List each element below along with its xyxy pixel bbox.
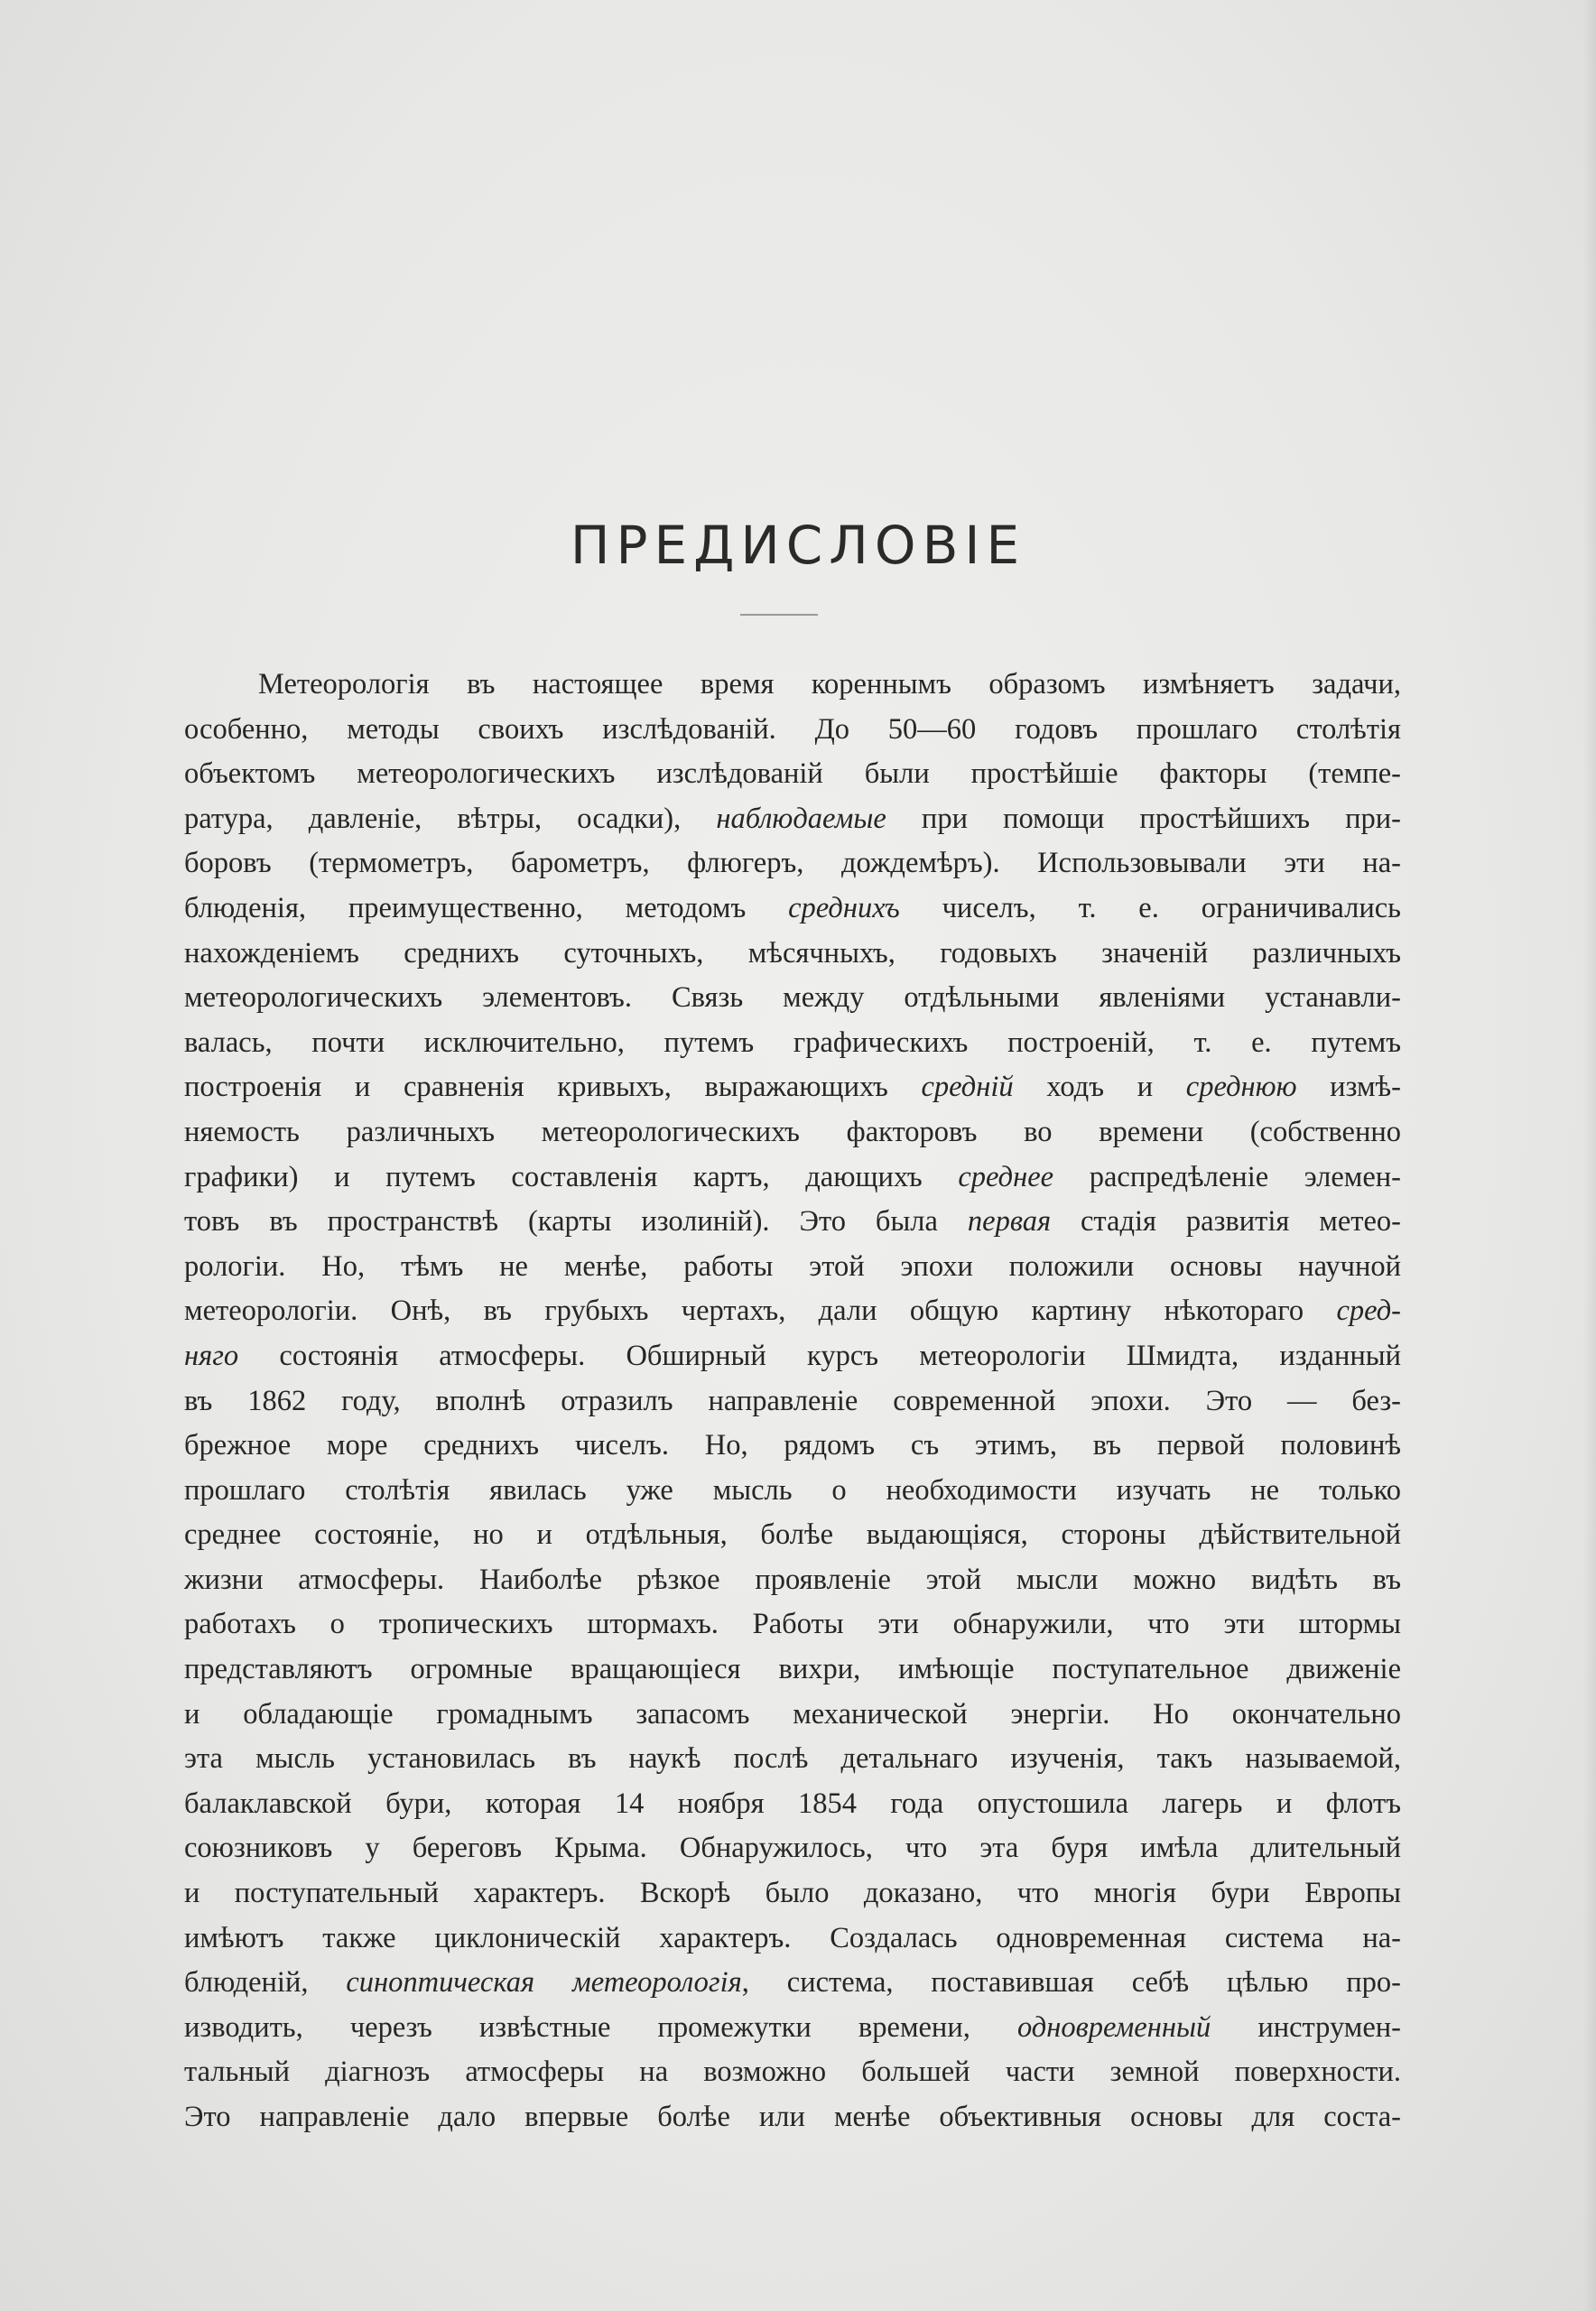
text-run: измѣ- bbox=[1296, 1071, 1401, 1104]
text-run: въ 1862 году, вполнѣ отразилъ направленіе современной эпохи. Это — без- bbox=[184, 1384, 1401, 1417]
text-line bbox=[184, 1602, 1401, 1647]
text-line bbox=[184, 1334, 1401, 1379]
emphasis-run: наблюдаемые bbox=[716, 802, 886, 835]
emphasis-run: среднихъ bbox=[788, 891, 900, 924]
text-line bbox=[184, 2050, 1401, 2095]
page-edge-shadow bbox=[1583, 0, 1596, 2311]
text-run: блюденій, bbox=[184, 1966, 347, 2000]
text-line bbox=[184, 1961, 1401, 2006]
text-run: построенія и сравненія кривыхъ, выражающихъ bbox=[184, 1071, 922, 1104]
text-line bbox=[184, 1558, 1401, 1603]
text-run: прошлаго столѣтія явилась уже мысль о необходимости изучать не только bbox=[184, 1473, 1401, 1507]
text-run: метеорологіи. Онѣ, въ грубыхъ чертахъ, дали общую картину нѣкотораго bbox=[184, 1295, 1337, 1328]
text-run: ходъ и bbox=[1013, 1071, 1186, 1104]
text-run: товъ въ пространствѣ (карты изолиній). Это была bbox=[184, 1205, 968, 1239]
text-run: ратура, давленіе, вѣтры, осадки), bbox=[184, 802, 717, 835]
text-line bbox=[184, 1200, 1401, 1245]
text-run: брежное море среднихъ чиселъ. Но, рядомъ съ этимъ, въ первой половинѣ bbox=[184, 1429, 1401, 1462]
text-run: жизни атмосферы. Наиболѣе рѣзкое проявленіе этой мысли можно видѣть въ bbox=[184, 1563, 1401, 1596]
text-line bbox=[184, 2006, 1401, 2051]
text-line bbox=[184, 1693, 1401, 1738]
text-line bbox=[184, 1513, 1401, 1558]
text-run: , система, поставившая себѣ цѣлью про- bbox=[741, 1966, 1401, 2000]
text-run: эта мысль установилась въ наукѣ послѣ детальнаго изученія, такъ называемой, bbox=[184, 1742, 1401, 1776]
text-line bbox=[184, 1424, 1401, 1469]
text-line bbox=[184, 1110, 1401, 1156]
title-divider bbox=[740, 614, 818, 616]
text-run: метеорологическихъ элементовъ. Связь между отдѣльными явленіями устанавли- bbox=[184, 981, 1401, 1015]
text-run: имѣютъ также циклоническій характеръ. Создалась одновременная система на- bbox=[184, 1921, 1401, 1954]
text-run: стадія развитія метео- bbox=[1051, 1205, 1401, 1239]
text-line bbox=[184, 1782, 1401, 1827]
text-line bbox=[184, 2095, 1401, 2140]
page-title: ПРЕДИСЛОВІЕ bbox=[570, 515, 1026, 576]
text-line bbox=[184, 1917, 1401, 1962]
emphasis-run: синоптическая метеорологія bbox=[346, 1966, 742, 2000]
text-line bbox=[184, 1647, 1401, 1693]
text-line bbox=[184, 976, 1401, 1021]
text-run: союзниковъ у береговъ Крыма. Обнаружилось, что эта буря имѣла длительный bbox=[184, 1832, 1401, 1865]
text-line bbox=[184, 1826, 1401, 1871]
text-line bbox=[184, 797, 1401, 842]
text-run: объектомъ метеорологическихъ изслѣдованій были простѣйшіе факторы (темпе- bbox=[184, 757, 1401, 791]
text-run: тальный діагнозъ атмосферы на возможно большей части земной поверхности. bbox=[184, 2056, 1401, 2089]
text-line bbox=[184, 1021, 1401, 1066]
text-line bbox=[184, 932, 1401, 977]
text-line bbox=[184, 1871, 1401, 1917]
emphasis-run: средній bbox=[921, 1071, 1014, 1104]
text-run: няемость различныхъ метеорологическихъ факторовъ во времени (собственно bbox=[184, 1115, 1401, 1148]
text-run: нахожденіемъ среднихъ суточныхъ, мѣсячныхъ, годовыхъ значеній различныхъ bbox=[184, 936, 1401, 970]
text-line bbox=[184, 708, 1401, 753]
emphasis-run: среднюю bbox=[1185, 1071, 1297, 1104]
text-line bbox=[184, 752, 1401, 797]
text-run: валась, почти исключительно, путемъ графическихъ построеній, т. е. путемъ bbox=[184, 1026, 1401, 1059]
text-run: чиселъ, т. е. ограничивались bbox=[899, 891, 1401, 924]
text-run: состоянія атмосферы. Обширный курсъ метеорологіи Шмидта, изданный bbox=[238, 1339, 1401, 1372]
emphasis-run: первая bbox=[967, 1205, 1052, 1239]
text-line bbox=[184, 1379, 1401, 1425]
text-run: работахъ о тропическихъ штормахъ. Работы эти обнаружили, что эти штормы bbox=[184, 1608, 1401, 1641]
text-line bbox=[184, 886, 1401, 932]
text-run: среднее состояніе, но и отдѣльныя, болѣе выдающіяся, стороны дѣйствительной bbox=[184, 1518, 1401, 1552]
text-line bbox=[184, 1065, 1401, 1110]
text-run: инструмен- bbox=[1211, 2010, 1401, 2044]
text-run: блюденія, преимущественно, методомъ bbox=[184, 891, 789, 924]
emphasis-run: среднее bbox=[958, 1160, 1054, 1193]
text-run: и обладающіе громаднымъ запасомъ механической энергіи. Но окончательно bbox=[184, 1697, 1401, 1731]
text-line bbox=[184, 841, 1401, 886]
text-run: рологіи. Но, тѣмъ не менѣе, работы этой эпохи положили основы научной bbox=[184, 1249, 1401, 1283]
emphasis-run: сред- bbox=[1336, 1295, 1401, 1328]
text-run: балаклавской бури, которая 14 ноября 1854 года опустошила лагерь и флотъ bbox=[184, 1787, 1401, 1820]
text-run: графики) и путемъ составленія картъ, дающихъ bbox=[184, 1160, 959, 1193]
text-line bbox=[184, 1469, 1401, 1514]
text-run: при помощи простѣйшихъ при- bbox=[886, 802, 1401, 835]
text-run: боровъ (термометръ, барометръ, флюгеръ, дождемѣръ). Использовывали эти на- bbox=[184, 847, 1401, 880]
text-run: особенно, методы своихъ изслѣдованій. До 50—60 годовъ прошлаго столѣтія bbox=[184, 712, 1401, 746]
text-run: изводить, черезъ извѣстные промежутки времени, bbox=[184, 2010, 1017, 2044]
emphasis-run: одновременный bbox=[1016, 2010, 1211, 2044]
text-line bbox=[184, 1245, 1401, 1290]
text-run: и поступательный характеръ. Вскорѣ было доказано, что многія бури Европы bbox=[184, 1877, 1401, 1910]
text-run: Метеорологія въ настоящее время кореннымъ образомъ измѣняетъ задачи, bbox=[258, 668, 1401, 701]
text-run: представляютъ огромные вращающіеся вихри, имѣющіе поступательное движеніе bbox=[184, 1653, 1401, 1686]
text-line bbox=[184, 1156, 1401, 1201]
text-line bbox=[184, 663, 1401, 708]
preface-body bbox=[184, 663, 1401, 2140]
text-line bbox=[184, 1737, 1401, 1782]
text-run: распредѣленіе элемен- bbox=[1053, 1160, 1401, 1193]
emphasis-run: няго bbox=[184, 1339, 239, 1372]
text-run: Это направленіе дало впервые болѣе или менѣе объективныя основы для соста- bbox=[184, 2101, 1401, 2133]
text-line bbox=[184, 1289, 1401, 1334]
